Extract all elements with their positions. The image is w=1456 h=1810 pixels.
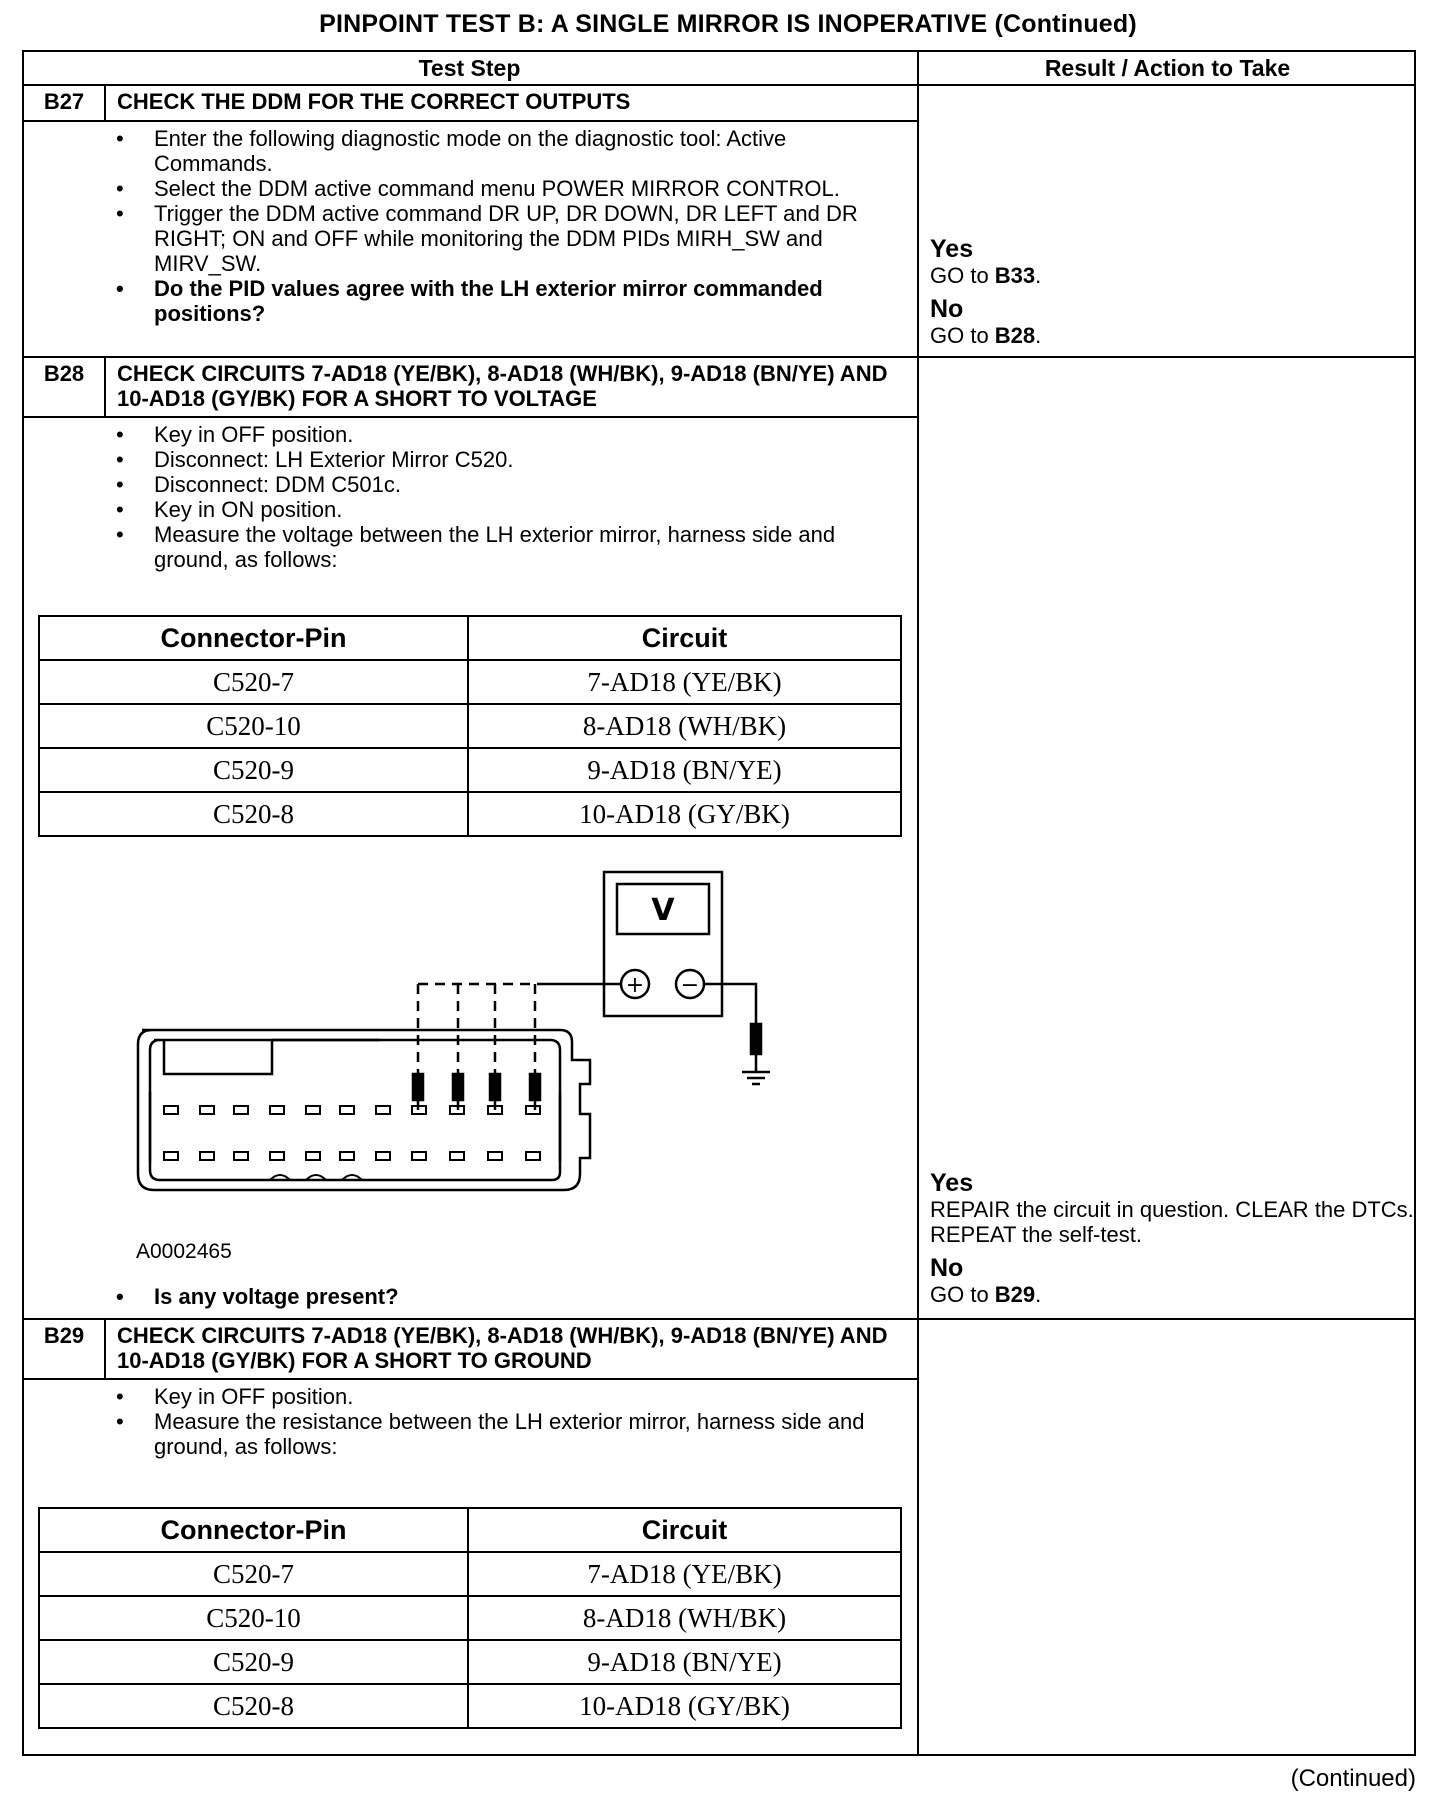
connector-c520 [138,1030,590,1190]
step-question: • Is any voltage present? [110,1284,910,1309]
instruction-item: • Disconnect: DDM C501c. [110,472,910,497]
table-header-row [39,616,901,660]
id-divider [104,84,106,120]
instruction-item: • Select the DDM active command menu POWER MIRROR CONTROL. [110,176,910,201]
step-instructions-b29 [110,1384,910,1459]
step-id-b29: B29 [43,1323,85,1348]
result-b28 [930,1170,1420,1307]
header-test-step: Test Step [418,55,521,81]
instruction-item: • Disconnect: LH Exterior Mirror C520. [110,447,910,472]
instruction-item: • Measure the voltage between the LH exterior mirror, harness side and ground, as follows: [110,522,910,572]
table-header-row [39,1508,901,1552]
connector-pin-cell: C520-7 [39,660,468,704]
table-row [39,1552,901,1596]
step-instructions-b27 [110,126,910,326]
column-header: Circuit [468,616,901,660]
no-action: GO to B28. [930,323,1042,348]
connector-pin-cell: C520-8 [39,1684,468,1728]
continued-footer: (Continued) [1290,1765,1416,1792]
yes-action: REPAIR the circuit in question. CLEAR the DTCs. REPEAT the self-test. [930,1197,1414,1247]
table-row [39,748,901,792]
row-divider [22,84,1416,86]
id-divider [104,356,106,416]
table-row [39,1640,901,1684]
no-label: No [930,1254,964,1282]
table-row [39,704,901,748]
no-action: GO to B29. [930,1282,1042,1307]
result-b27 [930,236,1420,348]
ground-lead [704,984,756,1024]
test-probes [413,1074,540,1110]
connector-pin-cell: C520-9 [39,1640,468,1684]
row-divider [22,120,919,122]
row-divider [22,1378,919,1380]
circuit-cell: 10-AD18 (GY/BK) [468,1684,901,1728]
circuit-cell: 7-AD18 (YE/BK) [468,1552,901,1596]
circuit-cell: 9-AD18 (BN/YE) [468,1640,901,1684]
yes-label: Yes [930,1169,974,1197]
column-header: Connector-Pin [39,616,468,660]
row-divider [22,416,919,418]
column-divider [917,50,919,1756]
table-row [39,1596,901,1640]
connector-pin-cell: C520-7 [39,1552,468,1596]
ground-icon [742,1072,770,1084]
circuit-cell: 10-AD18 (GY/BK) [468,792,901,836]
step-id-b28: B28 [43,361,85,386]
column-header: Circuit [468,1508,901,1552]
table-row [39,792,901,836]
plus-sign: + [625,973,645,998]
id-divider [104,1318,106,1378]
row-divider [22,356,1416,358]
circuit-cell: 8-AD18 (WH/BK) [468,1596,901,1640]
instruction-item: • Measure the resistance between the LH exterior mirror, harness side and ground, as follows: [110,1409,910,1459]
instruction-item: • Key in OFF position. [110,422,910,447]
table-row [39,660,901,704]
figure-code: A0002465 [136,1240,232,1263]
row-divider [22,1318,1416,1320]
step-title-b29: CHECK CIRCUITS 7-AD18 (YE/BK), 8-AD18 (WH/BK), 9-AD18 (BN/YE) AND 10-AD18 (GY/BK) FOR A SHORT TO GROUND [117,1323,888,1373]
instruction-item: • Enter the following diagnostic mode on the diagnostic tool: Active Commands. [110,126,910,176]
instruction-item: • Key in OFF position. [110,1384,910,1409]
circuit-cell: 9-AD18 (BN/YE) [468,748,901,792]
voltmeter-symbol: V [651,893,675,928]
yes-action: GO to B33. [930,263,1042,288]
minus-sign: − [680,973,700,998]
connector-pin-cell: C520-10 [39,1596,468,1640]
pin-table-b29 [38,1507,902,1729]
step-link-b28[interactable]: B28 [994,323,1036,348]
pin-table-b28 [38,615,902,837]
header-result-action: Result / Action to Take [1044,55,1291,81]
no-label: No [930,295,964,323]
yes-label: Yes [930,235,974,263]
step-title-b28: CHECK CIRCUITS 7-AD18 (YE/BK), 8-AD18 (WH/BK), 9-AD18 (BN/YE) AND 10-AD18 (GY/BK) FOR A SHORT TO VOLTAGE [117,361,888,411]
circuit-cell: 8-AD18 (WH/BK) [468,704,901,748]
step-link-b33[interactable]: B33 [994,263,1036,288]
instruction-item: • Trigger the DDM active command DR UP, DR DOWN, DR LEFT and DR RIGHT; ON and OFF while monitoring the DDM PIDs MIRH_SW and MIRV_SW. [110,201,910,276]
step-question: • Do the PID values agree with the LH exterior mirror commanded positions? [110,276,910,326]
step-instructions-b28 [110,422,910,572]
voltmeter-connector-diagram [120,862,840,1232]
connector-pin-cell: C520-9 [39,748,468,792]
table-row [39,1684,901,1728]
instruction-item: • Key in ON position. [110,497,910,522]
page-title: PINPOINT TEST B: A SINGLE MIRROR IS INOPERATIVE (Continued) [319,10,1137,38]
step-id-b27: B27 [43,89,85,114]
step-title-b27: CHECK THE DDM FOR THE CORRECT OUTPUTS [117,89,631,114]
connector-pin-cell: C520-8 [39,792,468,836]
ground-probe [751,1024,761,1054]
connector-pin-cell: C520-10 [39,704,468,748]
step-link-b29[interactable]: B29 [994,1282,1036,1307]
circuit-cell: 7-AD18 (YE/BK) [468,660,901,704]
step-question-list-b28 [110,1284,910,1309]
column-header: Connector-Pin [39,1508,468,1552]
